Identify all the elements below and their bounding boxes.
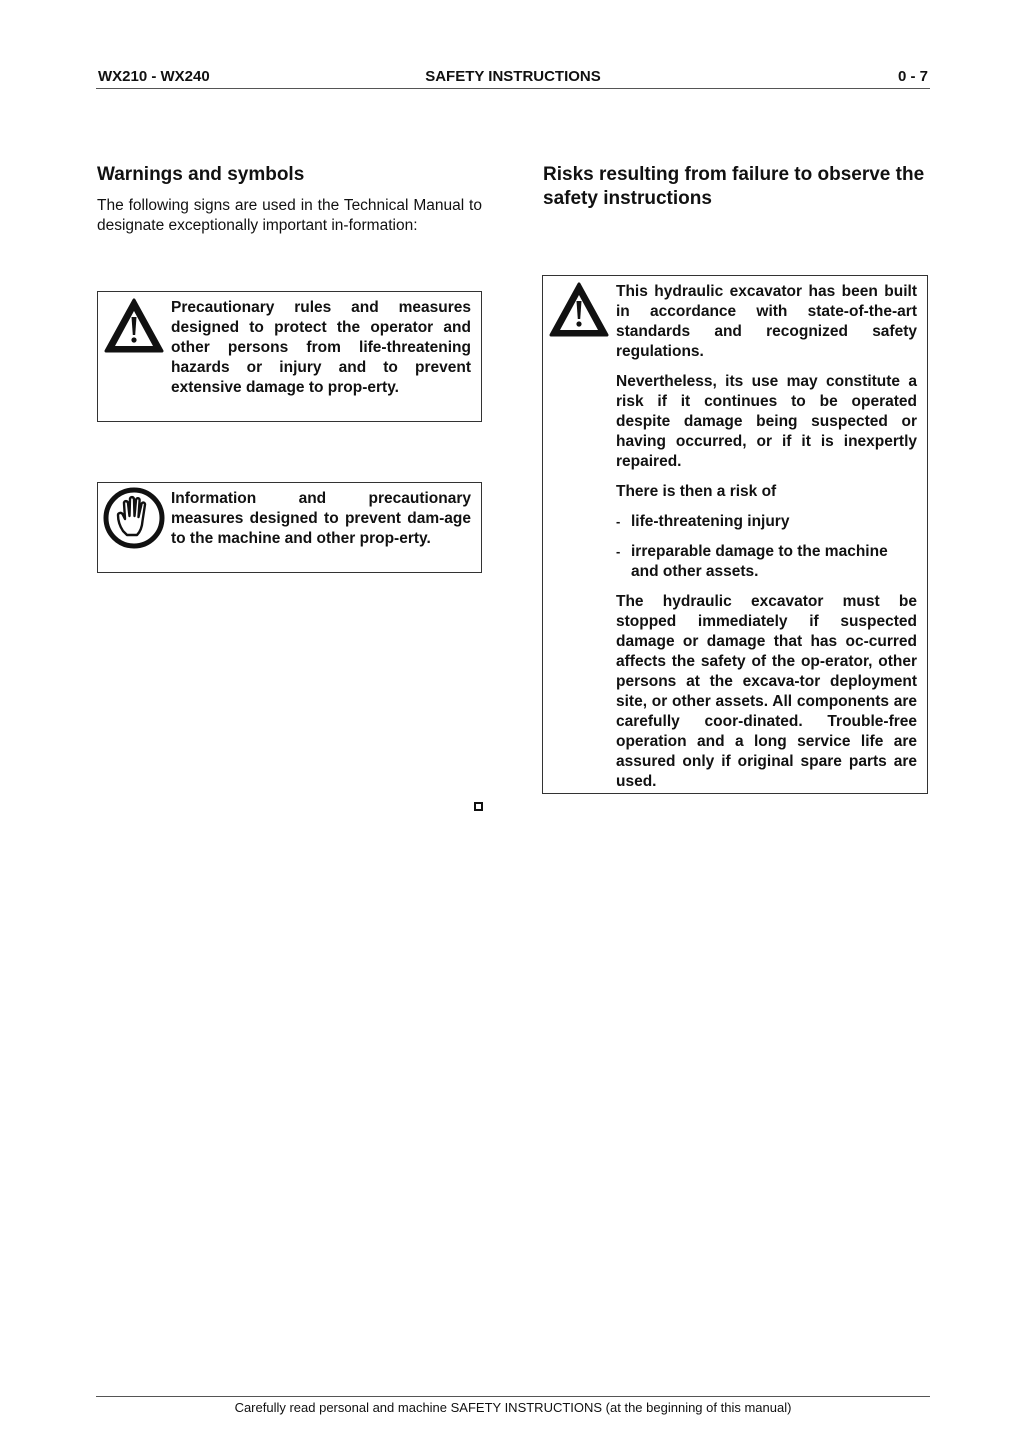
risks-paragraph-2: Nevertheless, its use may constitute a risk if it continues to be operated despite damage being suspected or having occurred, or if it is inexpertly repaired. <box>616 373 917 470</box>
page-footer: Carefully read personal and machine SAFETY INSTRUCTIONS (at the beginning of this manual) <box>96 1396 930 1415</box>
risk-list-item <box>616 512 917 532</box>
warning-box-text: Precautionary rules and measures designed to protect the operator and other persons from life-threatening hazards or injury and to prevent extensive damage to prop-erty. <box>171 299 471 396</box>
header-section: SAFETY INSTRUCTIONS <box>425 68 601 85</box>
list-item-text: life-threatening injury <box>631 513 790 530</box>
risks-heading: Risks resulting from failure to observe the safety instructions <box>543 164 925 209</box>
risks-paragraph-4: The hydraulic excavator must be stopped immediately if suspected damage or damage that has oc-curred affects the safety of the op-erator, other persons at the excava-tor deployment site, or other assets. All components are carefully coor-dinated. Trouble-free operation and a long service life are assured only if original spare parts are used. <box>616 593 917 790</box>
stop-hand-icon <box>103 487 165 554</box>
risk-list-item <box>616 542 917 582</box>
warnings-intro: The following signs are used in the Technical Manual to designate exceptionally important in-formation: <box>97 197 482 234</box>
warning-triangle-icon <box>103 297 165 360</box>
risks-paragraph-3: There is then a risk of <box>616 483 777 500</box>
list-bullet: - <box>616 544 621 559</box>
warning-triangle-icon <box>548 281 610 344</box>
risks-box <box>542 275 928 794</box>
risks-paragraph-1: This hydraulic excavator has been built in accordance with state-of-the-art standards and recognized safety regulations. <box>616 283 917 360</box>
header-page-number: 0 - 7 <box>897 68 928 85</box>
info-box <box>97 482 482 573</box>
info-box-text: Information and precautionary measures designed to prevent dam-age to the machine and other prop-erty. <box>171 490 471 547</box>
header-model: WX210 - WX240 <box>98 68 210 85</box>
risks-box-text <box>616 282 917 792</box>
list-bullet: - <box>616 514 621 529</box>
page-header <box>96 66 930 89</box>
list-item-text: irreparable damage to the machine and other assets. <box>631 543 888 580</box>
warnings-heading: Warnings and symbols <box>97 164 305 185</box>
end-of-section-marker <box>474 802 483 811</box>
warning-box <box>97 291 482 422</box>
